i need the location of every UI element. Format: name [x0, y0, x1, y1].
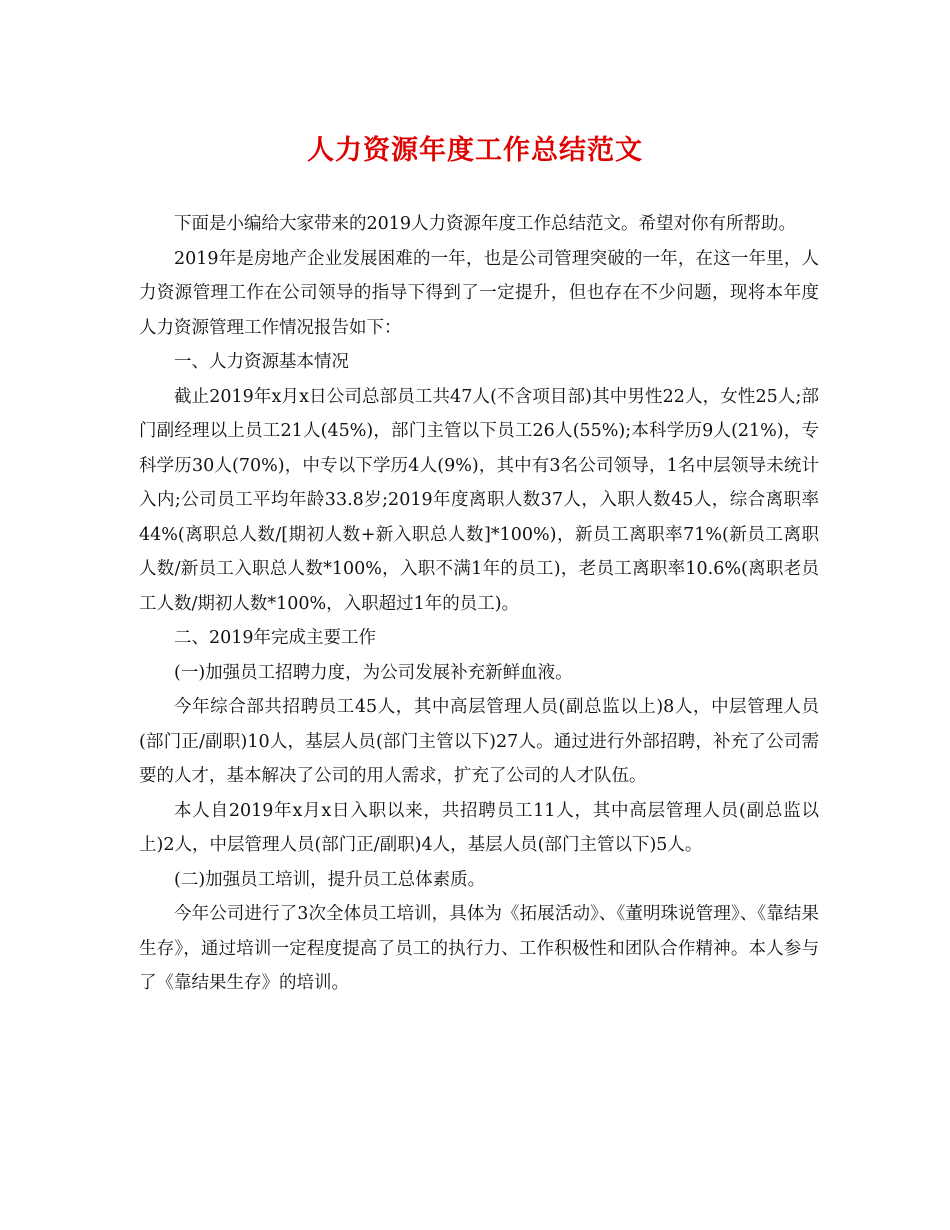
section-heading-main-work: 二、2019年完成主要工作 — [174, 628, 377, 648]
subheading-training: (二)加强员工培训，提升员工总体素质。 — [174, 869, 486, 890]
paragraph-overview: 2019年是房地产企业发展困难的一年，也是公司管理突破的一年，在这一年里，人力资源管理工作在公司领导的指导下得到了一定提升，但也存在不少问题，现将本年度人力资源管理工作情况报告如下： — [139, 248, 819, 338]
paragraph-staff-statistics: 截止2019年x月x日公司总部员工共47人(不含项目部)其中男性22人，女性25人;部门副经理以上员工21人(45%)，部门主管以下员工26人(55%);本科学历9人(21%)，专科学历30人(70%)，中专以下学历4人(9%)，其中有3名公司领导，1名中层领导未统计入内;公司员工平均年龄33.8岁;2019年度离职人数37人，入职人数45人，综合离职率44%(离职总人数/[期初人数+新入职总人数]*100%)，新员工离职率71%(新员工离职人数/新员工入职总人数*100%，入职不满1年的员工)，老员工离职率10.6%(离职老员工人数/期初人数*100%，入职超过1年的员工)。 — [139, 386, 819, 614]
document-title: 人力资源年度工作总结范文 — [307, 135, 643, 166]
subheading-recruitment: (一)加强员工招聘力度，为公司发展补充新鲜血液。 — [174, 662, 573, 683]
section-heading-basic-situation: 一、人力资源基本情况 — [174, 352, 349, 372]
paragraph-training: 今年公司进行了3次全体员工培训，具体为《拓展活动》、《董明珠说管理》、《靠结果生存》，通过培训一定程度提高了员工的执行力、工作积极性和团队合作精神。本人参与了《靠结果生存》的培训。 — [139, 904, 819, 993]
paragraph-recruitment-department: 今年综合部共招聘员工45人，其中高层管理人员(副总监以上)8人，中层管理人员(部门正/副职)10人，基层人员(部门主管以下)27人。通过进行外部招聘，补充了公司需要的人才，基本解决了公司的用人需求，扩充了公司的人才队伍。 — [139, 697, 819, 786]
paragraph-intro: 下面是小编给大家带来的2019人力资源年度工作总结范文。希望对你有所帮助。 — [174, 214, 797, 234]
document-body — [139, 207, 819, 1001]
paragraph-recruitment-personal: 本人自2019年x月x日入职以来，共招聘员工11人，其中高层管理人员(副总监以上)2人，中层管理人员(部门正/副职)4人，基层人员(部门主管以下)5人。 — [139, 800, 819, 855]
